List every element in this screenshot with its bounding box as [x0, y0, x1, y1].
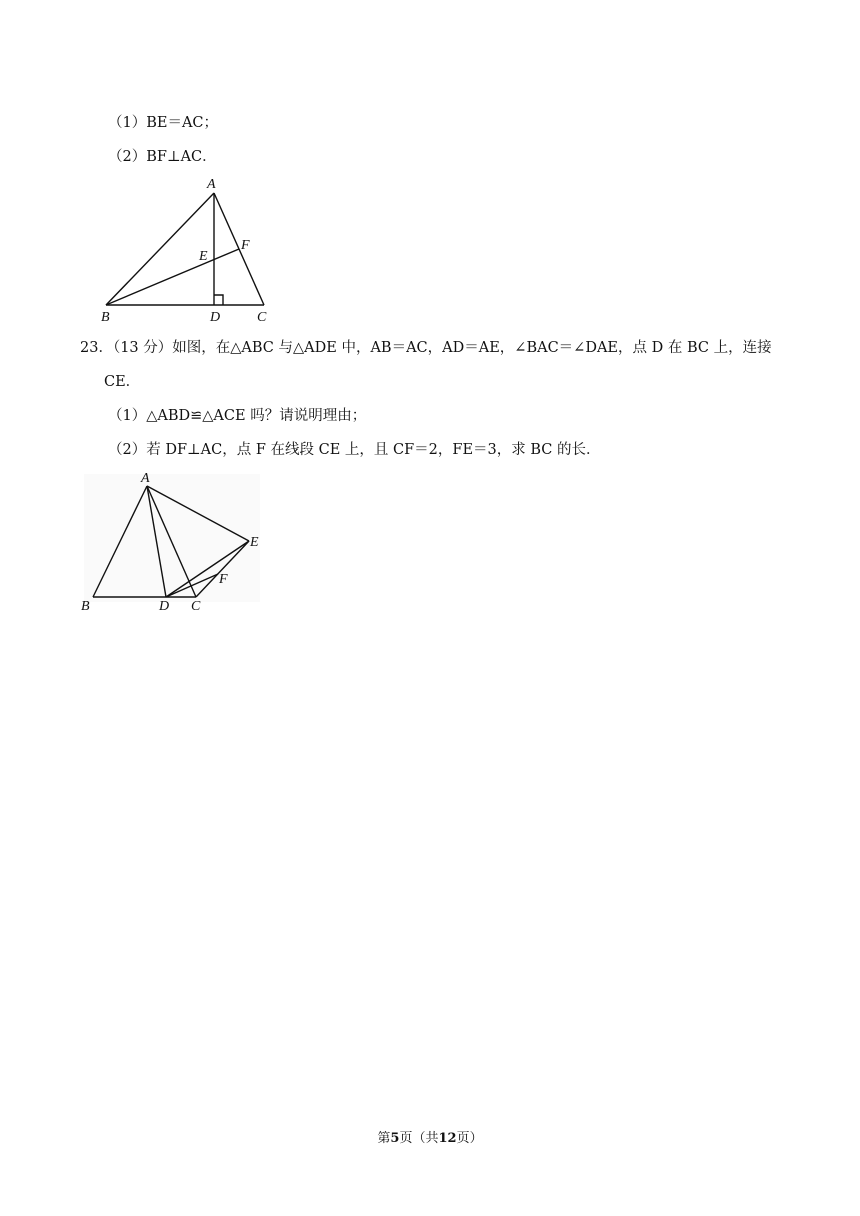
label-c: C	[191, 599, 201, 614]
label-e: E	[250, 535, 259, 550]
footer-total-pages: 12	[438, 1131, 457, 1146]
q23-stem-line1: 23．（13 分）如图，在△ABC 与△ADE 中，AB＝AC，AD＝AE，∠BAC＝∠DAE，点 D 在 BC 上，连接	[80, 340, 772, 356]
footer-suffix: 页）	[456, 1131, 483, 1146]
q22-part1: （1）BE＝AC；	[108, 115, 219, 131]
q22-part2: （2）BF⊥AC．	[108, 149, 217, 165]
label-a: A	[207, 177, 216, 192]
footer-prefix: 第	[377, 1131, 391, 1146]
q23-stem-line2: CE．	[104, 374, 141, 390]
label-f: F	[219, 572, 228, 587]
q23-triangles-figure	[78, 470, 278, 618]
label-a: A	[141, 471, 150, 486]
label-d: D	[159, 599, 170, 614]
segment-bf	[106, 249, 239, 305]
label-c: C	[257, 310, 267, 324]
page-footer	[0, 1127, 860, 1146]
right-angle-mark	[214, 295, 223, 305]
label-b: B	[101, 310, 110, 324]
q23-part1: （1）△ABD≌△ACE 吗？请说明理由；	[108, 408, 367, 424]
label-f: F	[241, 238, 250, 253]
q22-triangle-figure	[98, 172, 288, 324]
label-e: E	[199, 249, 208, 264]
footer-page-number: 5	[390, 1131, 400, 1146]
label-b: B	[81, 599, 90, 614]
q23-part2: （2）若 DF⊥AC，点 F 在线段 CE 上，且 CF＝2，FE＝3，求 BC 的长．	[108, 442, 601, 458]
side-ab	[106, 193, 214, 305]
label-d: D	[210, 310, 221, 324]
footer-middle: 页（共	[399, 1131, 439, 1146]
